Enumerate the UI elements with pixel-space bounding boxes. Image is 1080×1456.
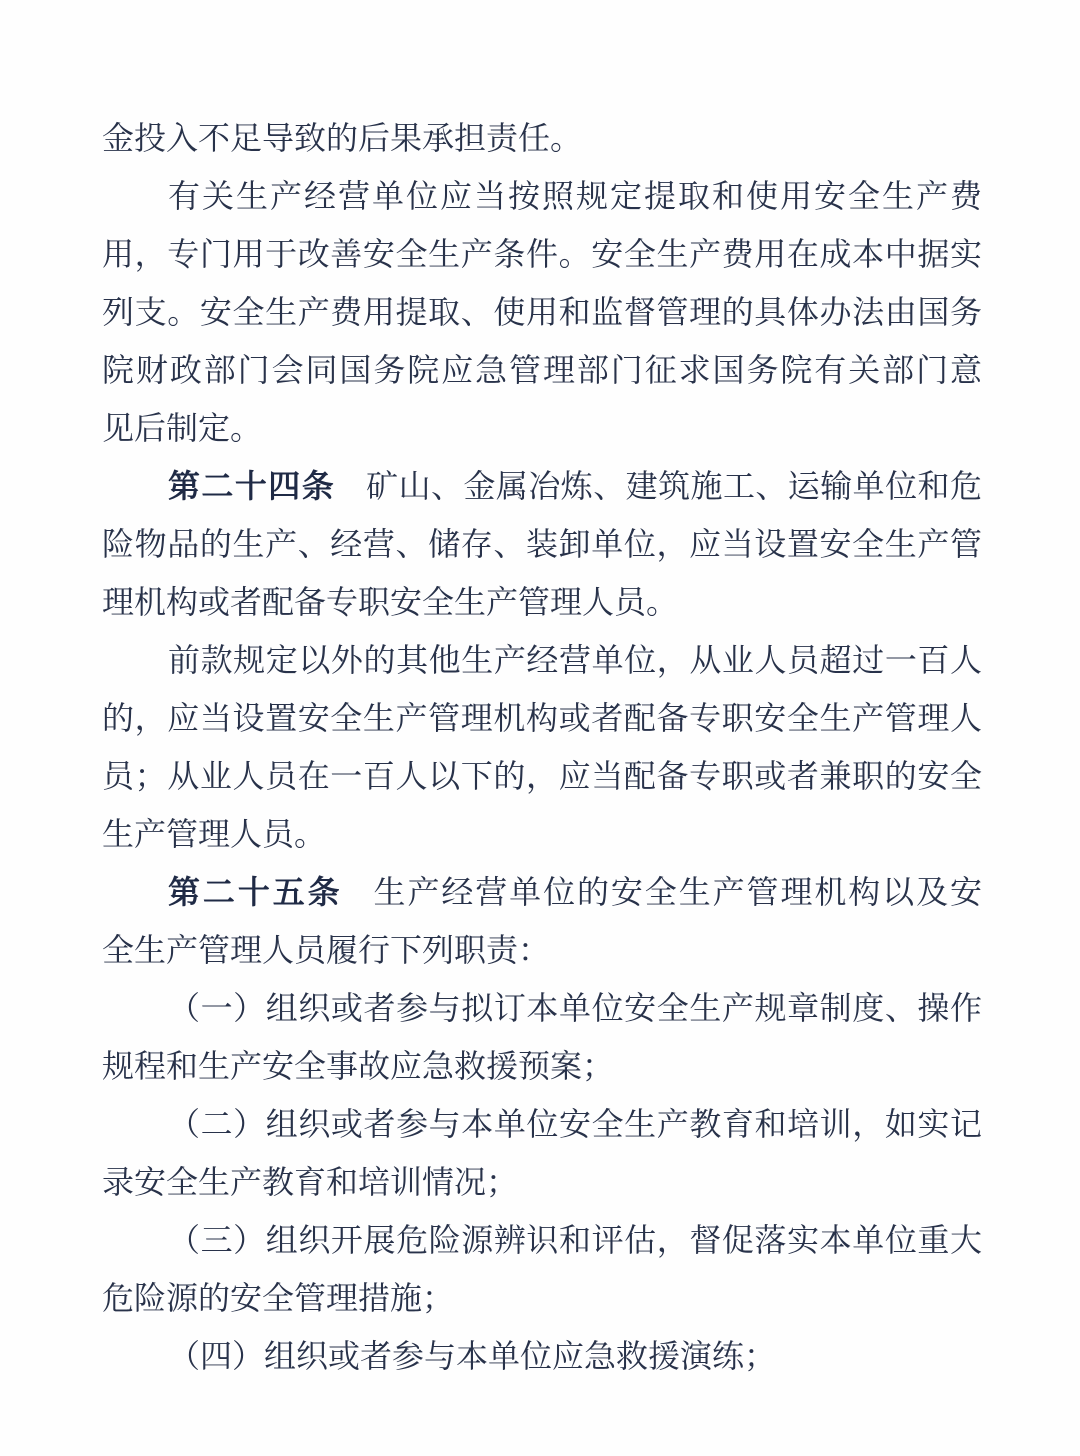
text-line: 见后制定。 [102,410,263,446]
text-line: （二）组织或者参与本单位安全生产教育和培训，如实记 [168,1106,982,1142]
line-text: 矿山、金属冶炼、建筑施工、运输单位和危 [366,468,982,504]
text-line: （四）组织或者参与本单位应急救援演练； [168,1338,777,1374]
text-line: 前款规定以外的其他生产经营单位，从业人员超过一百人 [168,642,982,678]
text-line: 院财政部门会同国务院应急管理部门征求国务院有关部门意 [102,352,982,388]
text-line [102,863,982,921]
document-body [102,109,982,1385]
text-line: （三）组织开展危险源辨识和评估，督促落实本单位重大 [168,1222,982,1258]
line-text: 生产经营单位的安全生产管理机构以及安 [373,874,982,910]
text-line: 险物品的生产、经营、储存、装卸单位，应当设置安全生产管 [102,526,982,562]
text-line: 列支。安全生产费用提取、使用和监督管理的具体办法由国务 [102,294,982,330]
text-line: 有关生产经营单位应当按照规定提取和使用安全生产费 [168,178,982,214]
text-line: 录安全生产教育和培训情况； [102,1164,519,1200]
text-line: （一）组织或者参与拟订本单位安全生产规章制度、操作 [168,990,982,1026]
text-line: 金投入不足导致的后果承担责任。 [102,120,583,156]
text-line: 员；从业人员在一百人以下的，应当配备专职或者兼职的安全 [102,758,982,794]
text-line [102,457,982,515]
text-line: 用，专门用于改善安全生产条件。安全生产费用在成本中据实 [102,236,982,272]
article-number-heading: 第二十五条 [168,874,343,910]
text-line: 的，应当设置安全生产管理机构或者配备专职安全生产管理人 [102,700,982,736]
article-number-heading: 第二十四条 [168,468,336,504]
text-line: 全生产管理人员履行下列职责： [102,932,551,968]
text-line: 生产管理人员。 [102,816,327,852]
text-line: 危险源的安全管理措施； [102,1280,455,1316]
text-line: 规程和生产安全事故应急救援预案； [102,1048,615,1084]
text-line: 理机构或者配备专职安全生产管理人员。 [102,584,679,620]
